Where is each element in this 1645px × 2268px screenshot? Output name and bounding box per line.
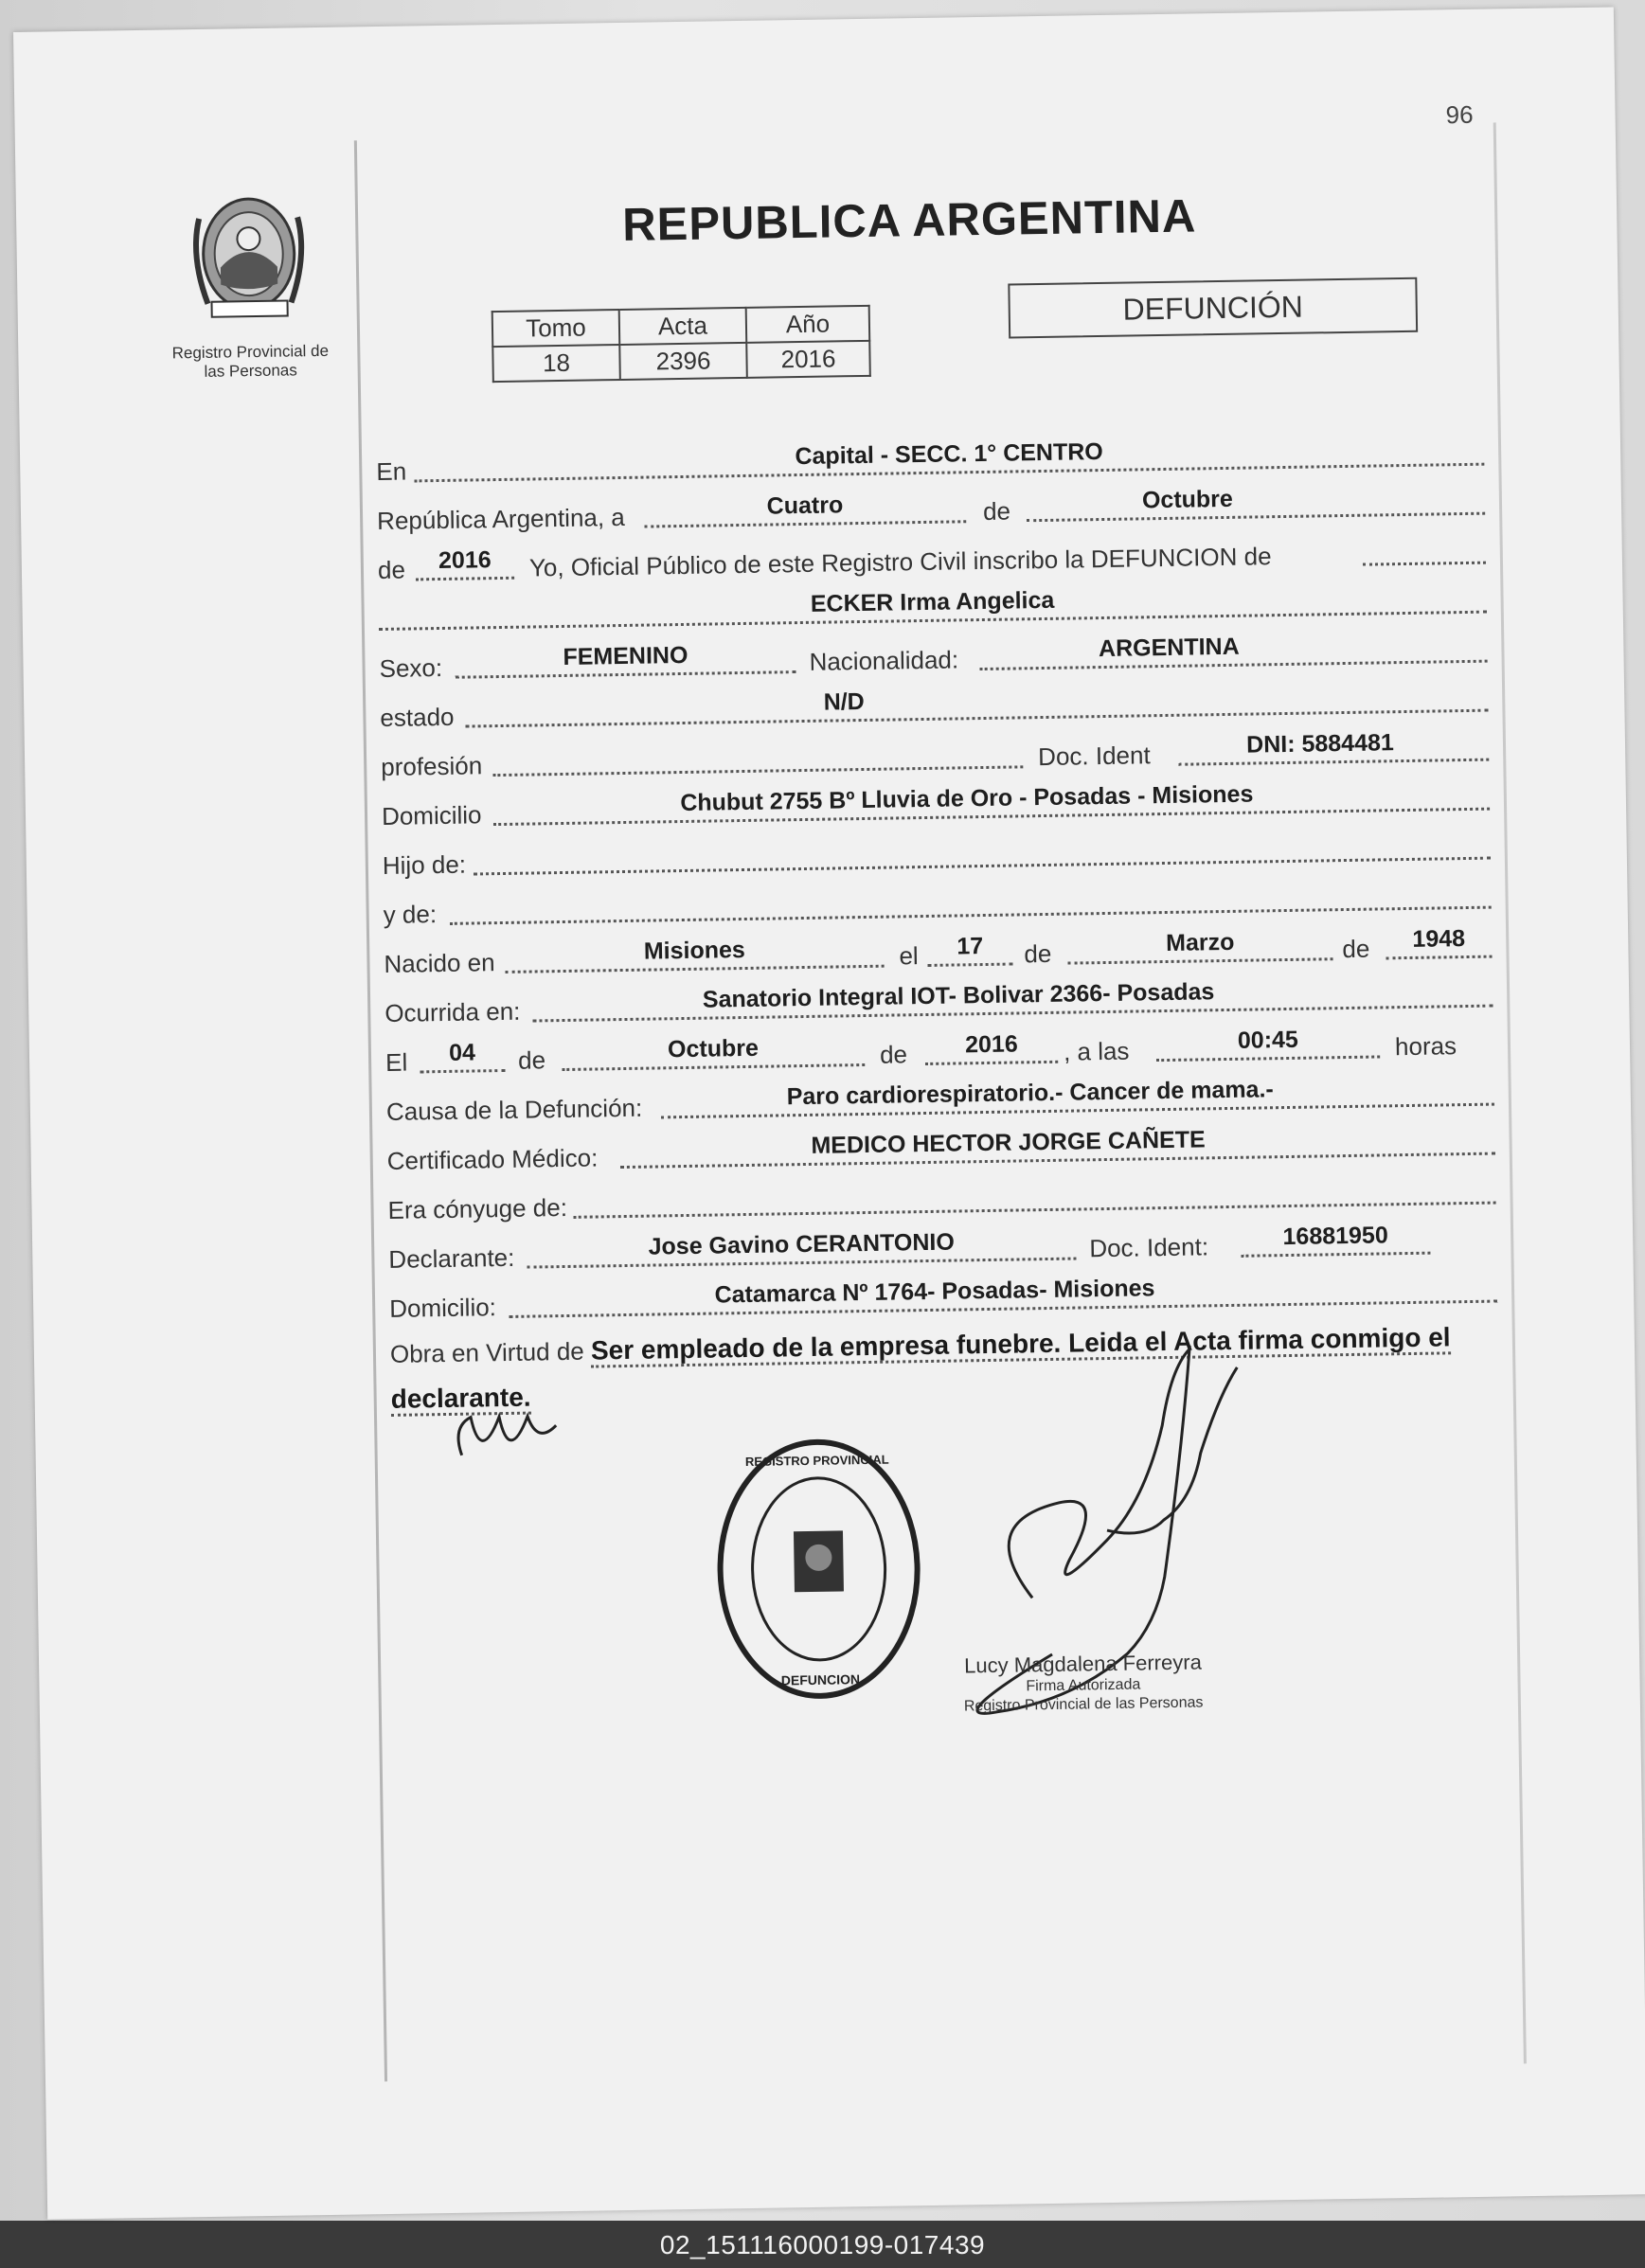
label-y-de: y de: — [383, 900, 438, 929]
label-de: de — [982, 496, 1011, 526]
register-table-value-row — [492, 341, 870, 382]
label-horas: horas — [1394, 1031, 1457, 1062]
label-hijo-de: Hijo de: — [382, 849, 467, 880]
label-ocurrida-en: Ocurrida en: — [384, 996, 521, 1027]
header-anio: Año — [746, 306, 870, 343]
field-estado: N/D — [823, 688, 865, 716]
misiones-crest-icon — [181, 179, 315, 323]
label-de-birth-year: de — [1342, 934, 1370, 964]
field-doc-ident: DNI: 5884481 — [1245, 729, 1395, 759]
label-decl-domicilio: Domicilio: — [388, 1293, 497, 1323]
label-inscribo: Yo, Oficial Público de este Registro Civil inscribo la DEFUNCION de — [528, 542, 1272, 582]
value-acta: 2396 — [619, 343, 747, 380]
dotted-line — [1241, 1251, 1430, 1258]
field-birth-year: 1948 — [1412, 925, 1466, 953]
province-crest — [157, 179, 340, 383]
value-tomo: 18 — [492, 345, 620, 382]
label-nacionalidad: Nacionalidad: — [809, 645, 959, 676]
field-decl-doc-ident: 16881950 — [1282, 1222, 1388, 1251]
field-death-month: Octubre — [667, 1034, 760, 1063]
signer-office: Registro Provincial de las Personas — [963, 1694, 1204, 1715]
label-de-death-month: de — [517, 1045, 546, 1075]
label-el: el — [899, 941, 919, 971]
document-title: REPUBLICA ARGENTINA — [621, 190, 1197, 251]
registry-stamp-icon — [712, 1435, 924, 1703]
field-birth-month: Marzo — [1165, 928, 1235, 956]
field-decl-domicilio: Catamarca Nº 1764- Posadas- Misiones — [714, 1275, 1155, 1309]
field-en-value: Capital - SECC. 1° CENTRO — [795, 438, 1103, 471]
field-nacido-en: Misiones — [643, 936, 746, 965]
field-nacionalidad: ARGENTINA — [1098, 633, 1240, 663]
header-tomo: Tomo — [492, 310, 620, 347]
file-caption: 02_151116000199-017439 — [659, 2230, 986, 2259]
field-obra: Ser empleado de la empresa funebre. Leida el Acta firma conmigo el declarante. — [390, 1322, 1450, 1417]
register-table-header-row — [492, 306, 870, 347]
field-ocurrida-en: Sanatorio Integral IOT- Bolivar 2366- Posadas — [702, 978, 1215, 1013]
dotted-line — [1363, 561, 1486, 566]
signer-name: Lucy Magdalena Ferreyra — [963, 1650, 1203, 1678]
label-conyuge: Era cónyuge de: — [387, 1192, 568, 1224]
field-death-day: 04 — [448, 1039, 476, 1066]
label-domicilio: Domicilio — [381, 800, 482, 830]
field-domicilio: Chubut 2755 Bº Lluvia de Oro - Posadas - Misiones — [680, 780, 1254, 817]
label-en: En — [376, 456, 407, 487]
label-republica: República Argentina, a — [376, 502, 625, 536]
label-de-year: de — [377, 555, 406, 585]
label-de-death-year: de — [879, 1040, 908, 1069]
field-month-word: Octubre — [1141, 485, 1234, 514]
field-causa: Paro cardiorespiratorio.- Cancer de mama.- — [786, 1076, 1274, 1111]
field-birth-day: 17 — [957, 933, 984, 960]
field-death-year: 2016 — [964, 1030, 1018, 1059]
act-type-box: DEFUNCIÓN — [1008, 277, 1418, 339]
crest-caption-line1: Registro Provincial de — [171, 341, 330, 363]
svg-text:DEFUNCION: DEFUNCION — [780, 1671, 861, 1688]
label-sexo: Sexo: — [379, 652, 443, 684]
register-table — [492, 305, 871, 383]
death-certificate-page — [13, 7, 1645, 2219]
label-de-birth-month: de — [1024, 938, 1052, 969]
dotted-line — [1386, 955, 1492, 960]
field-deceased-name: ECKER Irma Angelica — [810, 586, 1055, 617]
label-causa: Causa de la Defunción: — [385, 1093, 643, 1126]
label-decl-doc-ident: Doc. Ident: — [1089, 1232, 1209, 1263]
dotted-line — [416, 576, 514, 581]
dotted-line — [420, 1068, 505, 1073]
label-certificado: Certificado Médico: — [386, 1143, 599, 1175]
svg-text:REGISTRO PROVINCIAL: REGISTRO PROVINCIAL — [744, 1452, 889, 1470]
field-death-time: 00:45 — [1237, 1026, 1299, 1054]
value-anio: 2016 — [746, 341, 870, 378]
crest-caption-line2: las Personas — [204, 361, 297, 381]
field-sexo: FEMENINO — [563, 641, 688, 670]
label-profesion: profesión — [381, 751, 483, 781]
signer-role: Firma Autorizada — [1026, 1676, 1141, 1695]
dotted-line — [928, 962, 1013, 967]
label-a-las: , a las — [1063, 1036, 1130, 1066]
page-number: 96 — [1445, 99, 1474, 130]
label-declarante: Declarante: — [388, 1242, 515, 1274]
field-certificado: MEDICO HECTOR JORGE CAÑETE — [811, 1126, 1206, 1159]
signer-block — [963, 1650, 1204, 1716]
field-day-word: Cuatro — [766, 491, 844, 520]
label-obra: Obra en Virtud de — [389, 1336, 584, 1368]
label-nacido-en: Nacido en — [384, 948, 495, 978]
dotted-line — [925, 1060, 1058, 1065]
header-acta: Acta — [619, 308, 747, 345]
label-estado: estado — [380, 702, 455, 733]
label-doc-ident: Doc. Ident — [1037, 741, 1151, 772]
label-el-death: El — [384, 1047, 408, 1077]
field-declarante: Jose Gavino CERANTONIO — [648, 1228, 956, 1260]
field-year: 2016 — [438, 546, 492, 575]
